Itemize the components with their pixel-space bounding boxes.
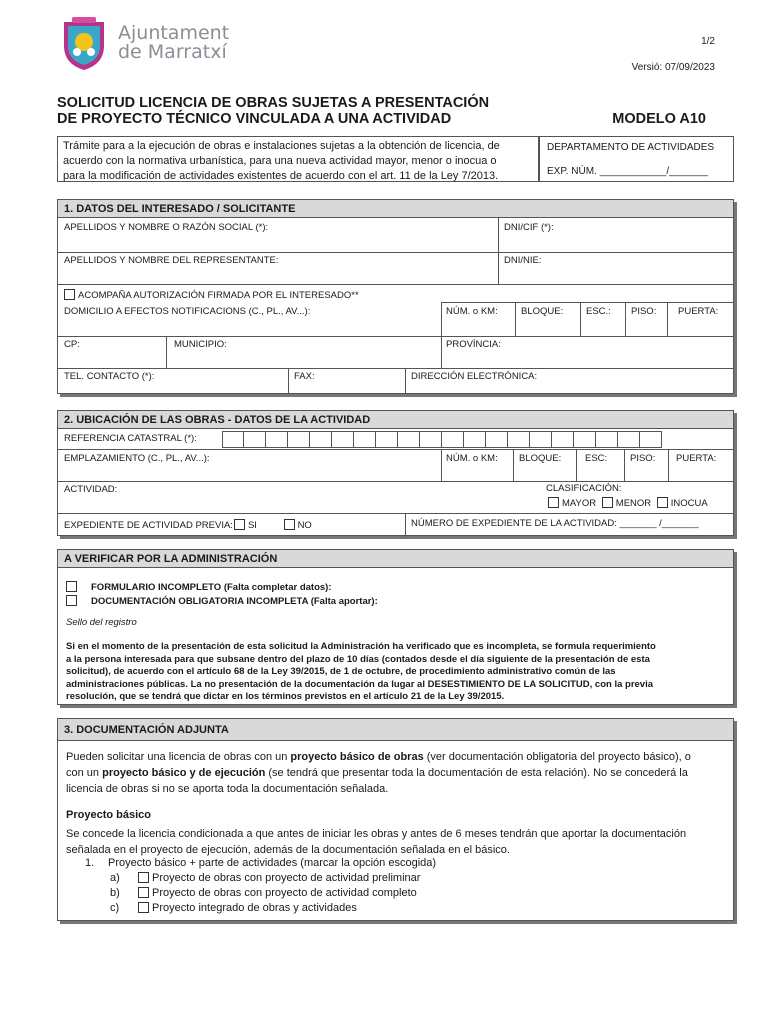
applicant-name-field[interactable]: APELLIDOS Y NOMBRE O RAZÓN SOCIAL (*): — [64, 222, 269, 233]
activity-field[interactable]: ACTIVIDAD: — [64, 484, 118, 495]
admin-incomplete-form — [66, 581, 332, 593]
org-name-line1: Ajuntament — [118, 22, 230, 44]
location-number-field[interactable]: NÚM. o KM: — [446, 453, 498, 464]
province-field[interactable]: PROVÍNCIA: — [446, 339, 501, 350]
location-door-field[interactable]: PUERTA: — [676, 453, 717, 464]
menor-checkbox[interactable] — [602, 497, 613, 508]
section-location-title: 2. UBICACIÓN DE LAS OBRAS - DATOS DE LA ACTIVIDAD — [58, 411, 733, 429]
previous-yes-checkbox[interactable] — [234, 519, 245, 530]
warning-line4: administraciones públicas. La no presentación de la documentación da lugar al DESESTIMIENTO DE LA SOLICITUD, con la previa — [66, 678, 654, 690]
section-applicant — [57, 199, 734, 394]
form-title — [57, 95, 577, 127]
section-admin — [57, 549, 734, 705]
previous-yes-label: SI — [247, 520, 257, 531]
authorization-label: ACOMPAÑA AUTORIZACIÓN FIRMADA POR EL INTERESADO** — [78, 290, 359, 301]
previous-no-label: NO — [297, 520, 312, 531]
inocua-label: INOCUA — [670, 498, 708, 509]
warning-line1: Si en el momento de la presentación de esta solicitud la Administración ha verificado que es incompleta, se formula requerimiento — [66, 641, 656, 652]
address-door-field[interactable]: PUERTA: — [678, 306, 719, 317]
list-item-number: 1. — [85, 857, 95, 869]
option-a-checkbox[interactable] — [138, 872, 149, 883]
registry-stamp-label: Sello del registro — [66, 617, 137, 628]
previous-activity-label: EXPEDIENTE DE ACTIVIDAD PREVIA: — [64, 520, 233, 531]
section-applicant-title: 1. DATOS DEL INTERESADO / SOLICITANTE — [58, 200, 733, 218]
org-name-line2: de Marratxí — [118, 41, 227, 63]
incomplete-form-label: FORMULARIO INCOMPLETO (Falta completar datos): — [91, 582, 332, 593]
admin-incomplete-docs — [66, 595, 378, 607]
list-item-text: Proyecto básico + parte de actividades (marcar la opción escogida) — [108, 857, 437, 869]
mayor-checkbox[interactable] — [548, 497, 559, 508]
option-b-label: Proyecto de obras con proyecto de actividad completo — [152, 887, 417, 899]
incomplete-form-checkbox[interactable] — [66, 581, 77, 592]
department-box — [539, 136, 734, 182]
warning-line2: a la persona interesada para que subsane dentro del plazo de 10 días (contados desde el día siguiente de la presentación de esta — [66, 653, 650, 665]
option-c[interactable] — [138, 902, 357, 914]
intro-line1: Trámite para a la ejecución de obras e instalaciones sujetas a la obtención de licencia, de — [63, 140, 500, 152]
doc-line2: con un proyecto básico y de ejecución (se tendrá que presentar toda la documentación de esta relación). No se concederá la — [66, 767, 688, 779]
option-a-letter: a) — [110, 872, 120, 884]
warning-line3: solicitud), de acuerdo con el artículo 68 de la Ley 39/2015, de 1 de octubre, de procedimiento administrativo común de las — [66, 666, 616, 678]
cadastral-ref-label: REFERENCIA CATASTRAL (*): — [64, 433, 197, 444]
section-documentation-title: 3. DOCUMENTACIÓN ADJUNTA — [58, 719, 733, 741]
address-floor-field[interactable]: PISO: — [631, 306, 657, 317]
incomplete-docs-checkbox[interactable] — [66, 595, 77, 606]
fax-field[interactable]: FAX: — [294, 371, 315, 382]
previous-activity-row — [64, 519, 312, 531]
model-code: MODELO A10 — [612, 111, 706, 127]
doc-line3: licencia de obras si no se aporta toda la documentación señalada. — [66, 783, 389, 795]
dni-cif-field[interactable]: DNI/CIF (*): — [504, 222, 554, 233]
address-number-field[interactable]: NÚM. o KM: — [446, 306, 498, 317]
intro-line2: acuerdo con la normativa urbanística, para una nueva actividad mayor, menor o inocua o — [63, 155, 497, 167]
municipal-shield-logo — [58, 16, 110, 72]
address-field[interactable]: DOMICILIO A EFECTOS NOTIFICACIONS (C., PL., AV...): — [64, 306, 311, 317]
mayor-label: MAYOR — [562, 498, 597, 509]
intro-box — [57, 136, 539, 182]
section-location — [57, 410, 734, 536]
option-c-label: Proyecto integrado de obras y actividades — [152, 902, 357, 914]
phone-field[interactable]: TEL. CONTACTO (*): — [64, 371, 155, 382]
email-field[interactable]: DIRECCIÓN ELECTRÓNICA: — [411, 371, 538, 382]
option-c-checkbox[interactable] — [138, 902, 149, 913]
doc-intro-paragraph — [66, 749, 726, 797]
postal-code-field[interactable]: CP: — [64, 339, 80, 350]
menor-label: MENOR — [615, 498, 652, 509]
location-floor-field[interactable]: PISO: — [630, 453, 656, 464]
cadastral-ref-input[interactable] — [222, 431, 662, 448]
basic-project-paragraph — [66, 826, 726, 858]
dni-nie-field[interactable]: DNI/NIE: — [504, 255, 542, 266]
address-stair-field[interactable]: ESC.: — [586, 306, 611, 317]
department-label: DEPARTAMENTO DE ACTIVIDADES — [547, 142, 715, 153]
option-b[interactable] — [138, 887, 417, 899]
authorization-option[interactable] — [64, 289, 359, 301]
option-a[interactable] — [138, 872, 420, 884]
incomplete-warning — [66, 641, 706, 704]
expedient-number-field[interactable]: EXP. NÚM. ____________/_______ — [547, 166, 709, 177]
org-name — [118, 24, 229, 62]
intro-line3: para la modificación de actividades existentes de acuerdo con el art. 11 de la Ley 7/2013. — [63, 170, 499, 182]
basic-project-heading: Proyecto básico — [66, 809, 151, 821]
basic-line2: señalada en el proyecto de ejecución, además de la documentación señalada en el básico. — [66, 844, 510, 856]
location-address-field[interactable]: EMPLAZAMIENTO (C., PL., AV...): — [64, 453, 210, 464]
location-stair-field[interactable]: ESC: — [585, 453, 608, 464]
authorization-checkbox[interactable] — [64, 289, 75, 300]
classification-options — [548, 497, 708, 509]
version-date: Versió: 07/09/2023 — [631, 62, 715, 73]
page-number: 1/2 — [701, 36, 715, 47]
option-c-letter: c) — [110, 902, 120, 914]
form-title-line2: DE PROYECTO TÉCNICO VINCULADA A UNA ACTIVIDAD — [57, 111, 452, 127]
representative-name-field[interactable]: APELLIDOS Y NOMBRE DEL REPRESENTANTE: — [64, 255, 279, 266]
previous-no-checkbox[interactable] — [284, 519, 295, 530]
option-b-checkbox[interactable] — [138, 887, 149, 898]
activity-expedient-field[interactable]: NÚMERO DE EXPEDIENTE DE LA ACTIVIDAD: _______ /_______ — [411, 518, 699, 529]
section-documentation — [57, 718, 734, 921]
location-block-field[interactable]: BLOQUE: — [519, 453, 562, 464]
doc-line1: Pueden solicitar una licencia de obras con un proyecto básico de obras (ver documentación obligatoria del proyecto básico), o — [66, 751, 691, 763]
warning-line5: resolución, que se tendrá que dictar en los términos previstos en el artículo 21 de la Ley 39/2015. — [66, 691, 505, 703]
classification-label: CLASIFICACIÓN: — [546, 483, 622, 494]
incomplete-docs-label: DOCUMENTACIÓN OBLIGATORIA INCOMPLETA (Falta aportar): — [91, 596, 378, 607]
option-a-label: Proyecto de obras con proyecto de actividad preliminar — [152, 872, 421, 884]
section-admin-title: A VERIFICAR POR LA ADMINISTRACIÓN — [58, 550, 733, 568]
basic-line1: Se concede la licencia condicionada a que antes de iniciar les obras y antes de 6 meses tendrán que aportar la documentación — [66, 828, 687, 840]
inocua-checkbox[interactable] — [657, 497, 668, 508]
form-title-line1: SOLICITUD LICENCIA DE OBRAS SUJETAS A PRESENTACIÓN — [57, 95, 490, 111]
address-block-field[interactable]: BLOQUE: — [521, 306, 564, 317]
municipality-field[interactable]: MUNICIPIO: — [174, 339, 227, 350]
option-b-letter: b) — [110, 887, 120, 899]
